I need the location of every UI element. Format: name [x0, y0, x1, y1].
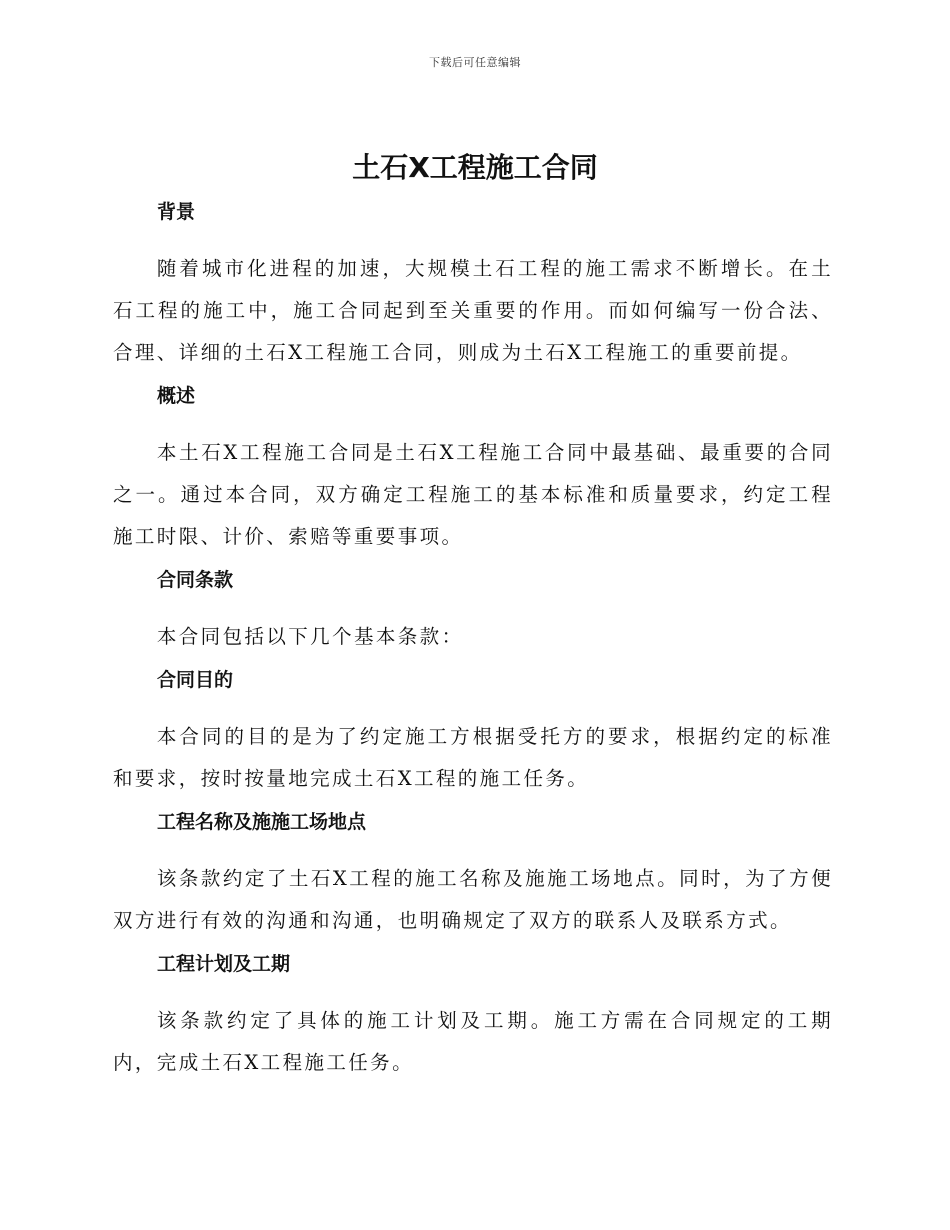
section-paragraph: 本土石X工程施工合同是土石X工程施工合同中最基础、最重要的合同之一。通过本合同，双方确定工程施工的基本标准和质量要求，约定工程施工时限、计价、索赔等重要事项。 — [113, 441, 833, 548]
section-overview — [113, 380, 833, 558]
section-background — [113, 196, 833, 374]
page-header-note: 下载后可任意编辑 — [429, 56, 521, 69]
section-contract-terms — [113, 564, 833, 658]
section-project-name-site — [113, 806, 833, 942]
section-heading: 工程计划及工期 — [157, 953, 291, 975]
section-paragraph: 本合同包括以下几个基本条款： — [156, 625, 464, 648]
section-paragraph: 该条款约定了土石X工程的施工名称及施施工场地点。同时，为了方便双方进行有效的沟通和沟通，也明确规定了双方的联系人及联系方式。 — [113, 867, 833, 932]
section-heading: 背景 — [157, 201, 196, 223]
section-schedule-duration — [113, 948, 833, 1084]
section-heading: 工程名称及施施工场地点 — [157, 811, 367, 833]
section-heading: 合同目的 — [157, 669, 234, 691]
section-heading: 合同条款 — [157, 569, 234, 591]
section-paragraph: 随着城市化进程的加速，大规模土石工程的施工需求不断增长。在土石工程的施工中，施工合同起到至关重要的作用。而如何编写一份合法、合理、详细的土石X工程施工合同，则成为土石X工程施工的重要前提。 — [113, 257, 833, 364]
section-paragraph: 该条款约定了具体的施工计划及工期。施工方需在合同规定的工期内，完成土石X工程施工任务。 — [113, 1009, 833, 1074]
document-title: 土石X工程施工合同 — [352, 151, 598, 184]
section-paragraph: 本合同的目的是为了约定施工方根据受托方的要求，根据约定的标准和要求，按时按量地完成土石X工程的施工任务。 — [113, 725, 833, 790]
document-body — [113, 196, 833, 1090]
section-contract-purpose — [113, 664, 833, 800]
section-heading: 概述 — [157, 385, 196, 407]
